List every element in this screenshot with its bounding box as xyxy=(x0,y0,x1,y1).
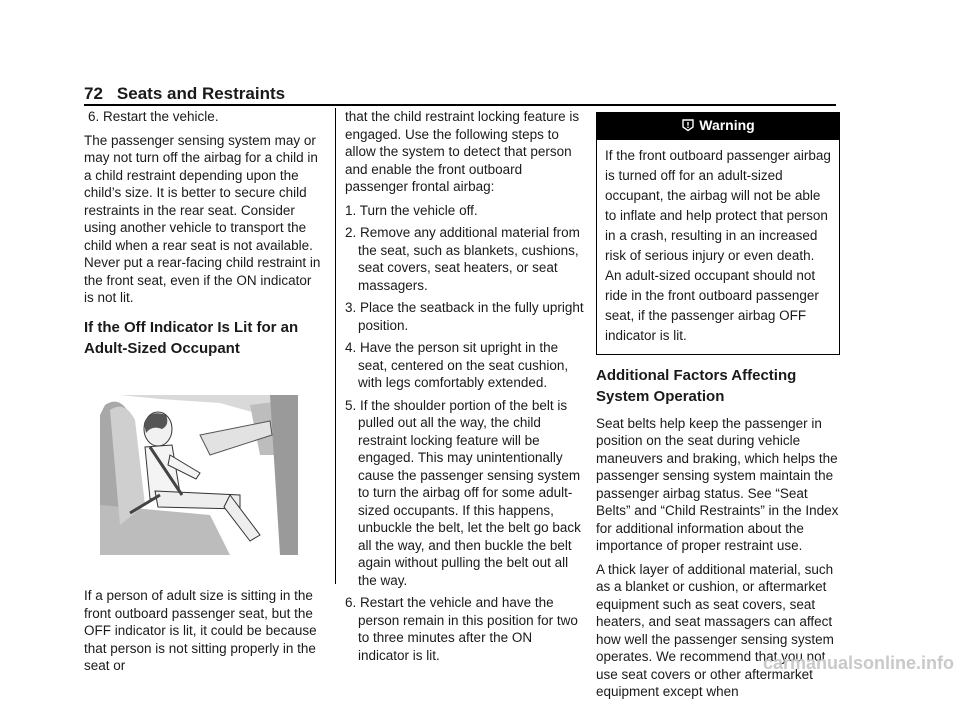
paragraph-seat-belts: Seat belts help keep the passenger in position on the seat during vehicle maneuvers and braking, which helps the passenger sensing system maintain the passenger airbag status. See “Seat Belts” and “Child Restraints” in the Index for additional information about the importance of proper restraint use. xyxy=(596,415,839,553)
section-heading-additional-factors: Additional Factors Affecting System Operation xyxy=(596,366,797,405)
occupant-seated-illustration xyxy=(100,395,298,555)
page-number: 72 xyxy=(84,84,103,103)
header-rule xyxy=(84,104,836,106)
column-divider xyxy=(335,108,336,584)
watermark: carmanualsonline.info xyxy=(762,653,954,673)
section-title: Seats and Restraints xyxy=(116,84,286,103)
steps-list xyxy=(345,202,585,665)
column-1 xyxy=(84,108,324,681)
list-item: 2. Remove any additional material from the seat, such as blankets, cushions, seat covers, seat heaters, or seat massagers. xyxy=(345,225,580,293)
paragraph-steps-intro: that the child restraint locking feature is engaged. Use the following steps to allow the system to detect that person and enable the front outboard passenger frontal airbag: xyxy=(345,109,580,194)
list-item: 6. Restart the vehicle and have the person remain in this position for two to three minutes after the ON indicator is lit. xyxy=(345,595,578,663)
warning-header xyxy=(597,113,839,140)
page-header xyxy=(84,84,285,104)
warning-text: If the front outboard passenger airbag is turned off for an adult-sized occupant, the airbag will not be able to inflate and help protect that person in a crash, resulting in an increased risk of serious injury or even death. An adult-sized occupant should not ride in the front outboard passenger seat, if the passenger airbag OFF indicator is lit. xyxy=(605,147,831,343)
paragraph-additional-material: A thick layer of additional material, such as a blanket or cushion, or aftermarket equipment such as seat covers, seat heaters, and seat massagers can affect how well the passenger sensing system operates. We recommend that you not use seat covers or other aftermarket equipment except when xyxy=(596,561,834,699)
section-heading-off-indicator: If the Off Indicator Is Lit for an Adult-Sized Occupant xyxy=(84,318,299,357)
column-2 xyxy=(345,108,585,669)
paragraph-adult-occupant: If a person of adult size is sitting in the front outboard passenger seat, but the OFF indicator is lit, it could be because that person is not sitting properly in the seat or xyxy=(84,588,317,673)
step-6-restart: 6. Restart the vehicle. xyxy=(88,109,219,124)
paragraph-child-restraint: The passenger sensing system may or may not turn off the airbag for a child in a child restraint depending upon the child’s size. It is better to secure child restraints in the rear seat. Consider using another vehicle to transport the child when a rear seat is not available. Never put a rear-facing child restraint in the front seat, even if the ON indicator is not lit. xyxy=(84,132,321,305)
list-item: 5. If the shoulder portion of the belt is pulled out all the way, the child restraint locking feature will be engaged. This may unintentionally cause the passenger sensing system to turn the airbag off for some adult-sized occupants. If this happens, unbuckle the belt, let the belt go back all the way, and then buckle the belt again without pulling the belt out all the way. xyxy=(345,397,581,588)
list-item: 3. Place the seatback in the fully upright position. xyxy=(345,300,584,333)
warning-box xyxy=(596,112,840,355)
column-3 xyxy=(596,108,840,707)
list-item: 1. Turn the vehicle off. xyxy=(345,202,478,218)
list-item: 4. Have the person sit upright in the seat, centered on the seat cushion, with legs comfortably extended. xyxy=(345,340,569,390)
warning-icon xyxy=(681,118,695,132)
warning-title: Warning xyxy=(699,117,755,133)
